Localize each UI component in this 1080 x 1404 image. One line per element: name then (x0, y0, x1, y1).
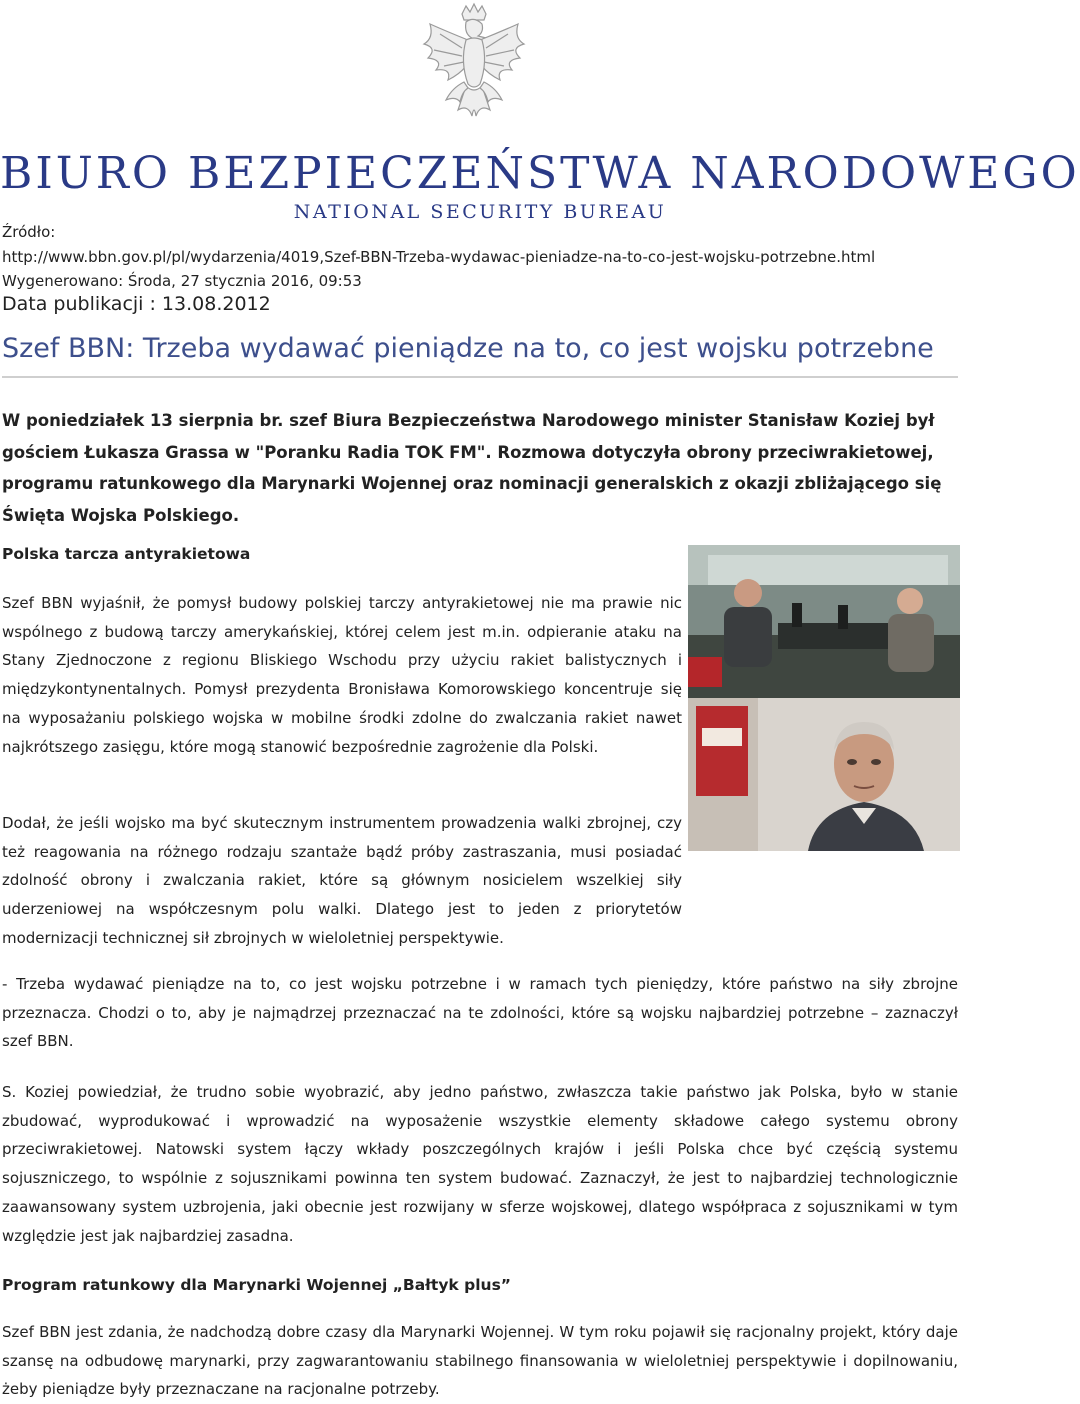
paragraph-3: - Trzeba wydawać pieniądze na to, co jest wojsku potrzebne i w ramach tych pieniędzy, które państwo na siły zbrojne przeznacza. Chodzi o to, aby je najmądrzej przeznaczać na te zdolności, które są wojsku najbardziej potrzebne – zaznaczył szef BBN. (2, 975, 958, 1051)
bureau-logo-subtitle: NATIONAL SECURITY BUREAU (293, 201, 667, 223)
publication-date: Data publikacji : 13.08.2012 (2, 293, 271, 315)
minister-portrait-photo (688, 698, 960, 851)
paragraph-4: S. Koziej powiedział, że trudno sobie wyobrazić, aby jedno państwo, zwłaszcza takie państwo jak Polska, było w stanie zbudować, wyprodukować i wprowadzić na wyposażenie wszystkie elementy składowe całego systemu obrony przeciwrakietowej. Natowski system łączy wkłady poszczególnych krajów i jeśli Polska chce być częścią systemu sojuszniczego, to wspólnie z sojusznikami powinna ten system budować. Zaznaczył, że jest to najbardziej technologicznie zaawansowany system uzbrojenia, jaki obecnie jest rozwijany w sferze wojskowej, dlatego współpraca z sojusznikami w tym względzie jest jak najbardziej zasadna. (2, 1083, 958, 1245)
section-heading-missile-shield: Polska tarcza antyrakietowa (2, 545, 251, 563)
section-heading-navy-program: Program ratunkowy dla Marynarki Wojennej „Bałtyk plus” (2, 1276, 511, 1294)
generated-date: Wygenerowano: Środa, 27 stycznia 2016, 09:53 (2, 272, 362, 290)
source-url[interactable]: http://www.bbn.gov.pl/pl/wydarzenia/4019,Szef-BBN-Trzeba-wydawac-pieniadze-na-to-co-jest-wojsku-potrzebne.html (2, 248, 876, 266)
paragraph-2: Dodał, że jeśli wojsko ma być skutecznym instrumentem prowadzenia walki zbrojnej, czy też reagowania na różnego rodzaju szantaże bądź próby zastraszania, musi posiadać zdolność obrony i zwalczania rakiet, które są głównym nosicielem wszelkiej siły uderzeniowej na współczesnym polu walki. Dlatego jest to jeden z priorytetów modernizacji technicznej sił zbrojnych w wieloletniej perspektywie. (2, 814, 682, 947)
radio-studio-photo (688, 545, 960, 698)
source-label: Źródło: (2, 223, 56, 241)
article-title: Szef BBN: Trzeba wydawać pieniądze na to, co jest wojsku potrzebne (2, 333, 934, 364)
polish-eagle-icon (418, 4, 530, 132)
paragraph-1: Szef BBN wyjaśnił, że pomysł budowy polskiej tarczy antyrakietowej nie ma prawie nic wspólnego z budową tarczy amerykańskiej, której celem jest m.in. odpieranie ataku na Stany Zjednoczone z regionu Bliskiego Wschodu przy użyciu rakiet balistycznych i międzykontynentalnych. Pomysł prezydenta Bronisława Komorowskiego koncentruje się na wyposażaniu polskiego wojska w mobilne środki zdolne do zwalczania rakiet nawet najkrótszego zasięgu, które mogą stanowić bezpośrednie zagrożenie dla Polski. (2, 594, 682, 756)
title-divider (2, 376, 958, 378)
article-lead: W poniedziałek 13 sierpnia br. szef Biura Bezpieczeństwa Narodowego minister Stanisław Koziej był gościem Łukasza Grassa w "Poranku Radia TOK FM". Rozmowa dotyczyła obrony przeciwrakietowej, programu ratunkowego dla Marynarki Wojennej oraz nominacji generalskich z okazji zbliżającego się Święta Wojska Polskiego. (2, 411, 942, 525)
paragraph-5: Szef BBN jest zdania, że nadchodzą dobre czasy dla Marynarki Wojennej. W tym roku pojawił się racjonalny projekt, który daje szansę na odbudowę marynarki, przy zagwarantowaniu stabilnego finansowania w wieloletniej perspektywie i dopilnowaniu, żeby pieniądze były przeznaczane na racjonalne potrzeby. (2, 1323, 958, 1399)
bureau-logo-title: BIURO BEZPIECZEŃSTWA NARODOWEGO (0, 148, 1080, 199)
